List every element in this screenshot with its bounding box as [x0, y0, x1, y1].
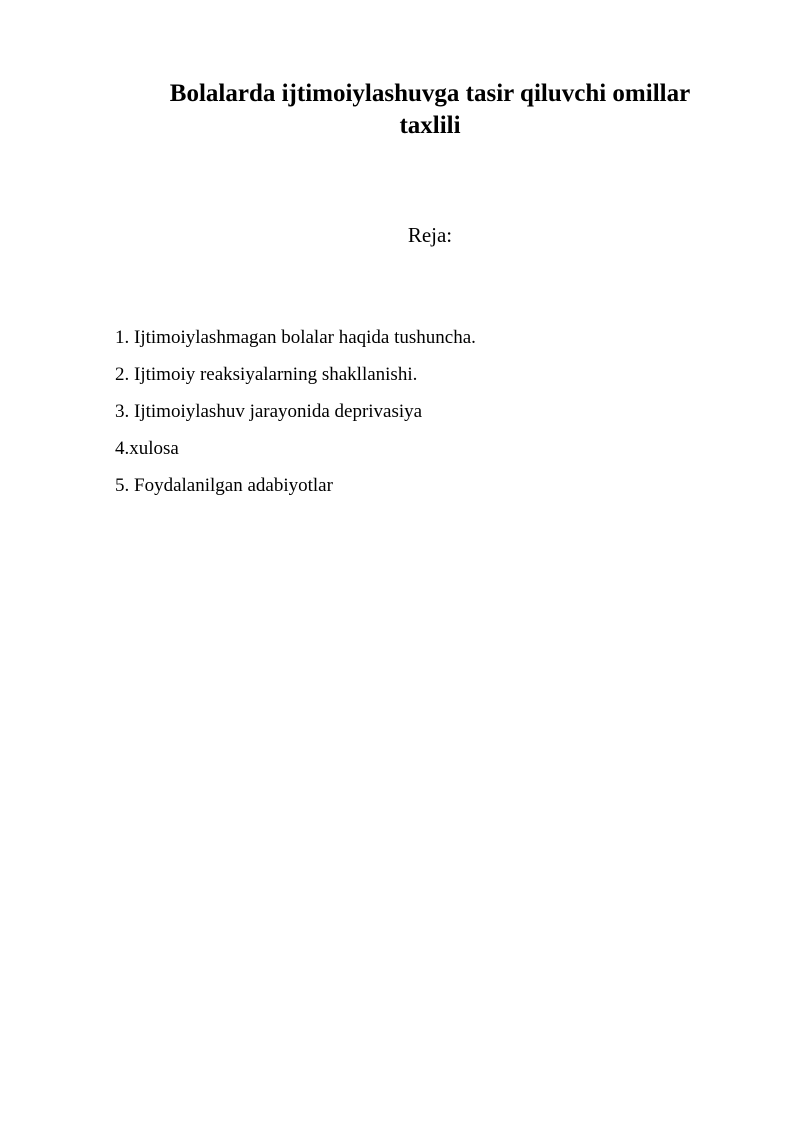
plan-item: 3. Ijtimoiylashuv jarayonida deprivasiya — [115, 401, 423, 422]
plan-item: 2. Ijtimoiy reaksiyalarning shakllanishi. — [115, 364, 418, 385]
plan-item: 4.xulosa — [115, 438, 179, 459]
plan-item: 1. Ijtimoiylashmagan bolalar haqida tushuncha. — [115, 327, 476, 348]
plan-heading: Reja: — [407, 223, 453, 247]
plan-item: 5. Foydalanilgan adabiyotlar — [115, 475, 333, 496]
plan-list — [115, 326, 476, 511]
document-title: Bolalarda ijtimoiylashuvga tasir qiluvchi omillar taxlili — [169, 80, 691, 139]
